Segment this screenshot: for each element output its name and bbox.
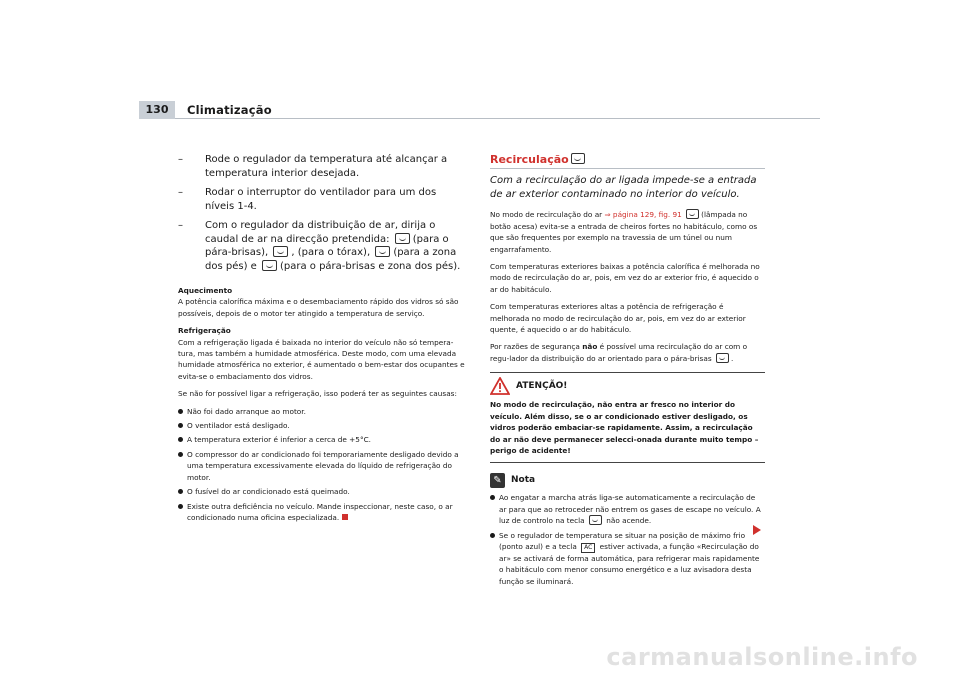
next-page-arrow-icon[interactable] — [753, 525, 761, 535]
page-number: 130 — [139, 101, 175, 119]
page-title: Climatização — [187, 103, 272, 117]
recirculation-icon — [571, 153, 585, 164]
end-of-section-icon — [342, 514, 348, 520]
list-item: Não foi dado arranque ao motor. — [178, 406, 468, 417]
list-item: Ao engatar a marcha atrás liga-se automaticamente a recirculação de ar para que ao retroceder não entrem os gases de escape no veículo. A luz de controlo na tecla não acende. — [490, 492, 765, 526]
list-item: A temperatura exterior é inferior a cerca de +5°C. — [178, 434, 468, 445]
chest-vent-icon — [273, 246, 288, 257]
windshield-footwell-icon — [262, 260, 277, 271]
warning-header: ATENÇÃO! — [490, 377, 765, 395]
windshield-icon — [395, 233, 410, 244]
paragraph: Com temperaturas exteriores baixas a potência calorífica é melhorada no modo de recirculação do ar, pois, em vez do ar exterior frio, é aquecido o ar do habitáculo. — [490, 262, 760, 294]
warning-triangle-icon — [490, 377, 510, 395]
paragraph: No modo de recirculação do ar ⇒ página 129, fig. 91 (lâmpada no botão acesa) evita-se a entrada de cheiros fortes no habitáculo, como os que são frequentes por exemplo na travessia de um túnel ou num engarrafamento. — [490, 210, 758, 254]
list-item: O ventilador está desligado. — [178, 420, 468, 431]
footwell-icon — [375, 246, 390, 257]
recirculation-icon — [589, 515, 602, 525]
section-title: Recirculação — [490, 153, 765, 169]
note-header: ✎ Nota — [490, 473, 765, 488]
list-item: O compressor do ar condicionado foi temporariamente desligado devido a uma temperatura excessivamente elevada do líquido de refrigeração do motor. — [178, 449, 468, 483]
section-heading-cooling: Refrigeração — [178, 326, 231, 336]
watermark: carmanualsonline.info — [606, 643, 918, 671]
paragraph: Com temperaturas exteriores altas a potência de refrigeração é melhorada no modo de recirculação do ar, pois, em vez do ar exterior quente, é aquecido o ar do habitáculo. — [490, 302, 746, 335]
list-item: Se o regulador de temperatura se situar na posição de máximo frio (ponto azul) e a tecla AC estiver activada, a função «Recirculação do ar» se activará de forma automática, para refrigerar mais rapidamente o habitáculo com menor consumo energético e a luz avisadora desta função se iluminará. — [490, 530, 765, 588]
note-icon: ✎ — [490, 473, 505, 488]
header-divider — [175, 118, 820, 119]
step-item: – Rode o regulador da temperatura até alcançar a temperatura interior desejada. — [178, 154, 448, 179]
list-item: O fusível do ar condicionado está queimado. — [178, 486, 468, 497]
cooling-causes-intro: Se não for possível ligar a refrigeração, isso poderá ter as seguintes causas: — [178, 389, 457, 399]
right-column — [490, 153, 765, 590]
section-heading-heating: Aquecimento — [178, 286, 233, 295]
heating-text: A potência calorífica máxima e o desembaciamento rápido dos vidros só são possíveis, depois de o motor ter atingido a temperatura de serviço. — [178, 297, 459, 318]
recirculation-icon — [686, 209, 699, 219]
ac-button-icon: AC — [581, 543, 595, 553]
step-item: – Rodar o interruptor do ventilador para um dos níveis 1-4. — [178, 187, 437, 212]
paragraph: Por razões de segurança não é possível uma recirculação do ar com o regu-lador da distribuição do ar orientado para o pára-brisas . — [490, 342, 748, 363]
page-reference-link[interactable]: ⇒ página 129, fig. 91 — [604, 210, 682, 220]
list-item: Existe outra deficiência no veículo. Mande inspeccionar, neste caso, o ar condicionado numa oficina especializada. — [178, 501, 468, 524]
windshield-icon — [716, 353, 729, 363]
cooling-text: Com a refrigeração ligada é baixada no interior do veículo não só tempera-tura, mas também a humidade atmosférica. Deste modo, com uma elevada humidade atmosférica no exterior, é aumentado o bem-estar dos ocupantes e evita-se o embaciamento dos vidros. — [178, 337, 465, 381]
left-column — [178, 153, 468, 526]
warning-text: No modo de recirculação, não entra ar fresco no interior do veículo. Além disso, se o ar condicionado estiver desligado, os vidros poderão embaciar-se rapidamente. Assim, a recirculação do ar não deve permanecer selecci-onada durante muito tempo – perigo de acidente! — [490, 400, 759, 455]
section-subtitle: Com a recirculação do ar ligada impede-se a entrada de ar exterior contaminado no interior do veículo. — [490, 175, 757, 200]
warning-box — [490, 372, 765, 463]
step-item: – Com o regulador da distribuição de ar, dirija o caudal de ar na direcção pretendida: (para o pára-brisas), , (para o tórax), (para a zona dos pés) e (para o pára-brisas e zona dos pés). — [178, 220, 461, 272]
